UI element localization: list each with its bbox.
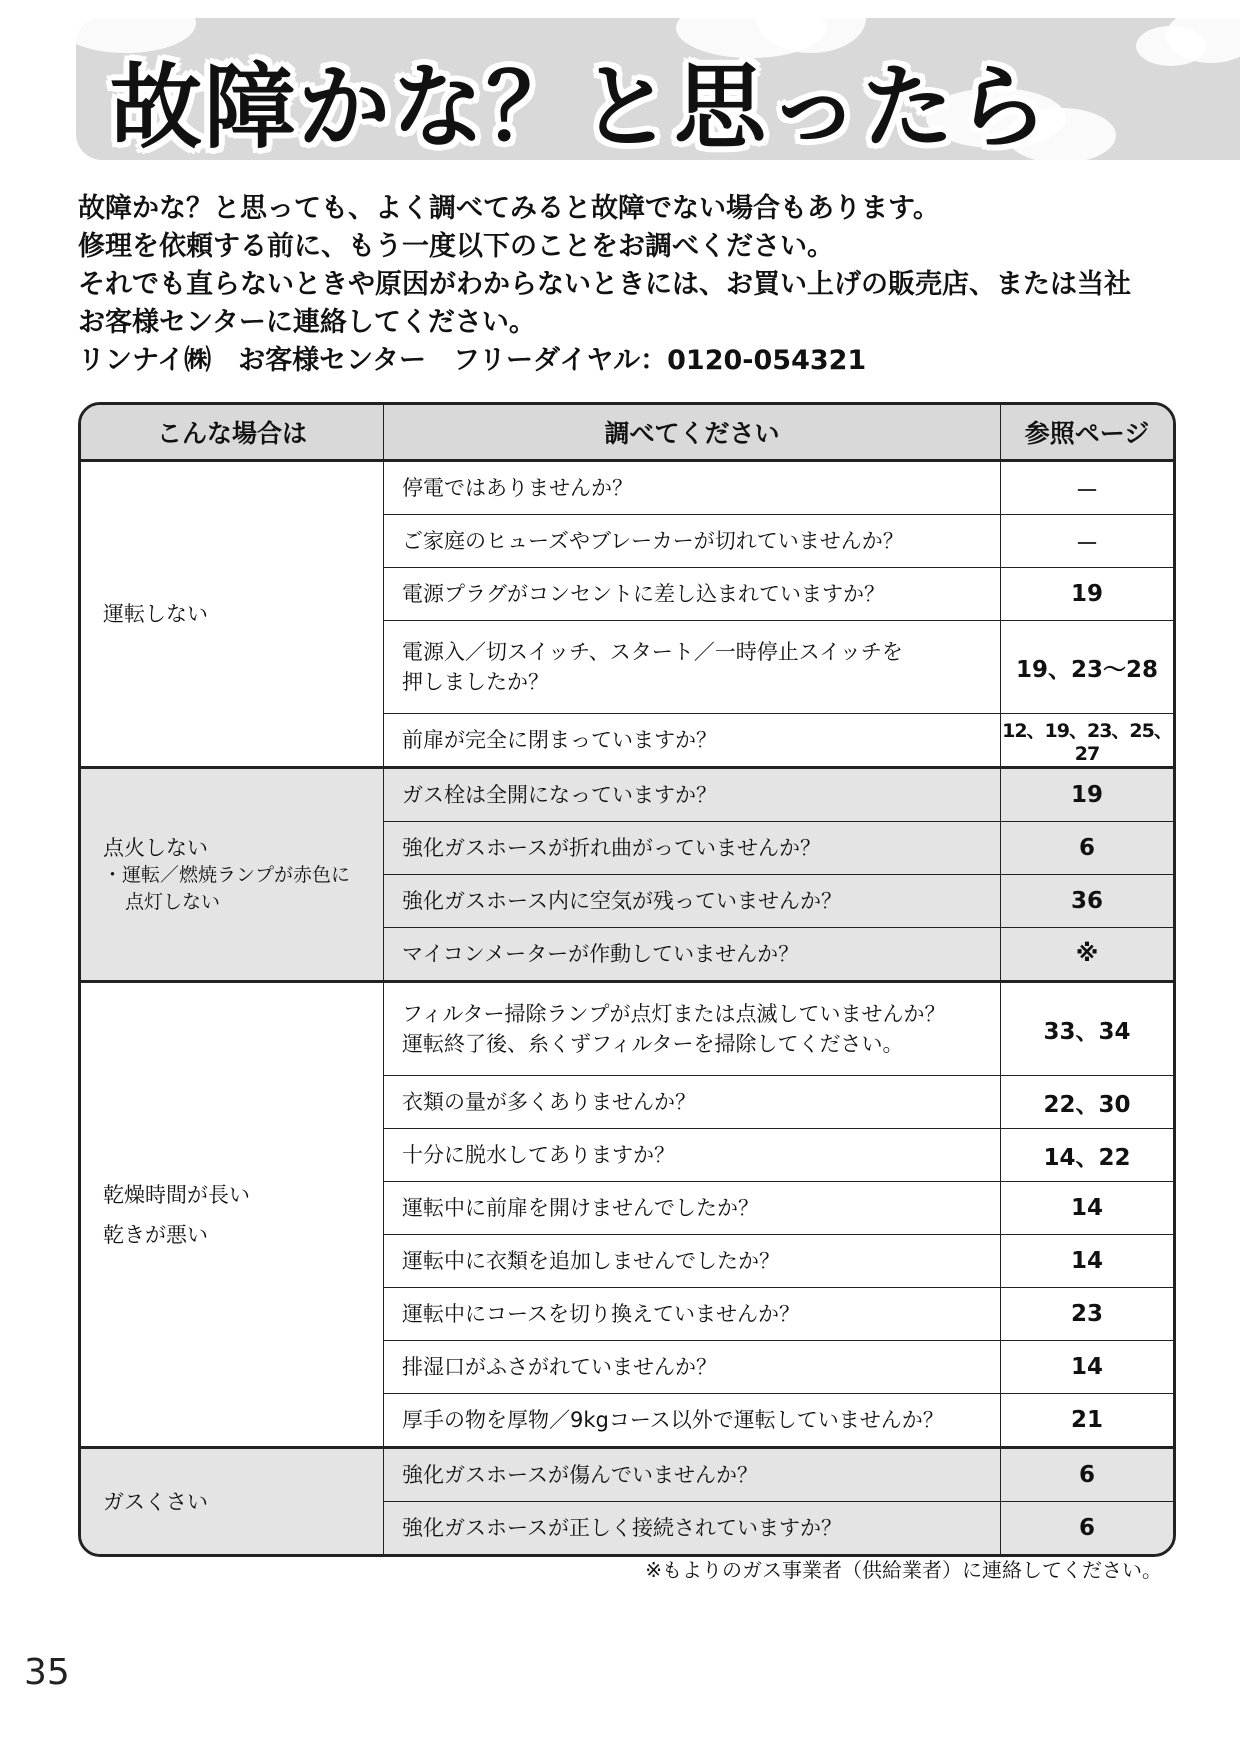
header-check: 調べてください	[384, 405, 1001, 462]
check-text: 電源入／切スイッチ、スタート／一時停止スイッチを	[402, 640, 903, 664]
check-cell: 強化ガスホースが傷んでいませんか？	[384, 1449, 1001, 1502]
check-cell: 停電ではありませんか？	[384, 462, 1001, 515]
situation-label: ガスくさい	[103, 1489, 208, 1514]
page-cell: －	[1001, 515, 1173, 568]
cloud-decoration	[1136, 26, 1206, 66]
check-cell: 厚手の物を厚物／9kgコース以外で運転していませんか？	[384, 1394, 1001, 1449]
check-cell: 前扉が完全に閉まっていますか？	[384, 714, 1001, 769]
intro-line: それでも直らないときや原因がわからないときには、お買い上げの販売店、または当社	[78, 269, 1131, 300]
situation-note: ・運転／燃焼ランプが赤色に	[103, 863, 351, 886]
page-cell: 14	[1001, 1341, 1173, 1394]
situation-cell	[81, 462, 384, 769]
intro-text	[78, 190, 1188, 380]
page-cell: 6	[1001, 1502, 1173, 1554]
check-cell: 運転中にコースを切り換えていませんか？	[384, 1288, 1001, 1341]
check-cell	[384, 983, 1001, 1076]
check-cell: マイコンメーターが作動していませんか？	[384, 928, 1001, 983]
situation-cell	[81, 983, 384, 1449]
check-cell	[384, 621, 1001, 714]
check-cell: ガス栓は全開になっていますか？	[384, 769, 1001, 822]
intro-line: お客様センターに連絡してください。	[78, 307, 536, 338]
header-page: 参照ページ	[1001, 405, 1173, 462]
check-cell: 電源プラグがコンセントに差し込まれていますか？	[384, 568, 1001, 621]
check-cell: 運転中に前扉を開けませんでしたか？	[384, 1182, 1001, 1235]
page-cell: －	[1001, 462, 1173, 515]
page-title: 故障かな？と思ったら	[110, 54, 1051, 161]
check-cell: 運転中に衣類を追加しませんでしたか？	[384, 1235, 1001, 1288]
page-cell: 33、34	[1001, 983, 1173, 1076]
check-cell: ご家庭のヒューズやブレーカーが切れていませんか？	[384, 515, 1001, 568]
table-header-row	[81, 405, 1173, 462]
footnote: ※もよりのガス事業者（供給業者）に連絡してください。	[645, 1558, 1162, 1582]
check-cell: 強化ガスホース内に空気が残っていませんか？	[384, 875, 1001, 928]
page-cell: 14	[1001, 1235, 1173, 1288]
check-text: フィルター掃除ランプが点灯または点滅していませんか？	[402, 1002, 946, 1026]
check-text: 運転終了後、糸くずフィルターを掃除してください。	[402, 1032, 904, 1056]
page-cell: 19	[1001, 568, 1173, 621]
check-cell: 強化ガスホースが正しく接続されていますか？	[384, 1502, 1001, 1554]
table-row	[81, 769, 1173, 822]
page-cell: 14、22	[1001, 1129, 1173, 1182]
intro-line: 故障かな？と思っても、よく調べてみると故障でない場合もあります。	[78, 193, 940, 224]
check-cell: 排湿口がふさがれていませんか？	[384, 1341, 1001, 1394]
check-cell: 強化ガスホースが折れ曲がっていませんか？	[384, 822, 1001, 875]
situation-cell	[81, 769, 384, 983]
situation-label: 乾きが悪い	[103, 1222, 208, 1247]
page-cell: 36	[1001, 875, 1173, 928]
situation-label: 乾燥時間が長い	[103, 1182, 250, 1207]
page-cell: 23	[1001, 1288, 1173, 1341]
page-cell: ※	[1001, 928, 1173, 983]
table-row	[81, 983, 1173, 1076]
troubleshooting-table	[78, 402, 1176, 1557]
situation-label: 点火しない	[103, 835, 208, 860]
table-row	[81, 1449, 1173, 1502]
check-cell: 十分に脱水してありますか？	[384, 1129, 1001, 1182]
page-cell: 6	[1001, 1449, 1173, 1502]
page-cell: 12、19、23、25、27	[1001, 714, 1173, 769]
intro-line: 修理を依頼する前に、もう一度以下のことをお調べください。	[78, 231, 834, 262]
page-cell: 19、23～28	[1001, 621, 1173, 714]
page-cell: 19	[1001, 769, 1173, 822]
page-cell: 22、30	[1001, 1076, 1173, 1129]
check-text: 押しましたか？	[402, 670, 549, 694]
page-cell: 21	[1001, 1394, 1173, 1449]
table-row	[81, 462, 1173, 515]
situation-note: 点灯しない	[125, 890, 221, 913]
customer-center-line: リンナイ㈱ お客様センター フリーダイヤル：0120-054321	[78, 345, 867, 376]
situation-label: 運転しない	[103, 602, 208, 626]
situation-cell	[81, 1449, 384, 1554]
page-cell: 14	[1001, 1182, 1173, 1235]
header-situation: こんな場合は	[81, 405, 384, 462]
page-cell: 6	[1001, 822, 1173, 875]
page-number: 35	[24, 1652, 70, 1693]
check-cell: 衣類の量が多くありませんか？	[384, 1076, 1001, 1129]
